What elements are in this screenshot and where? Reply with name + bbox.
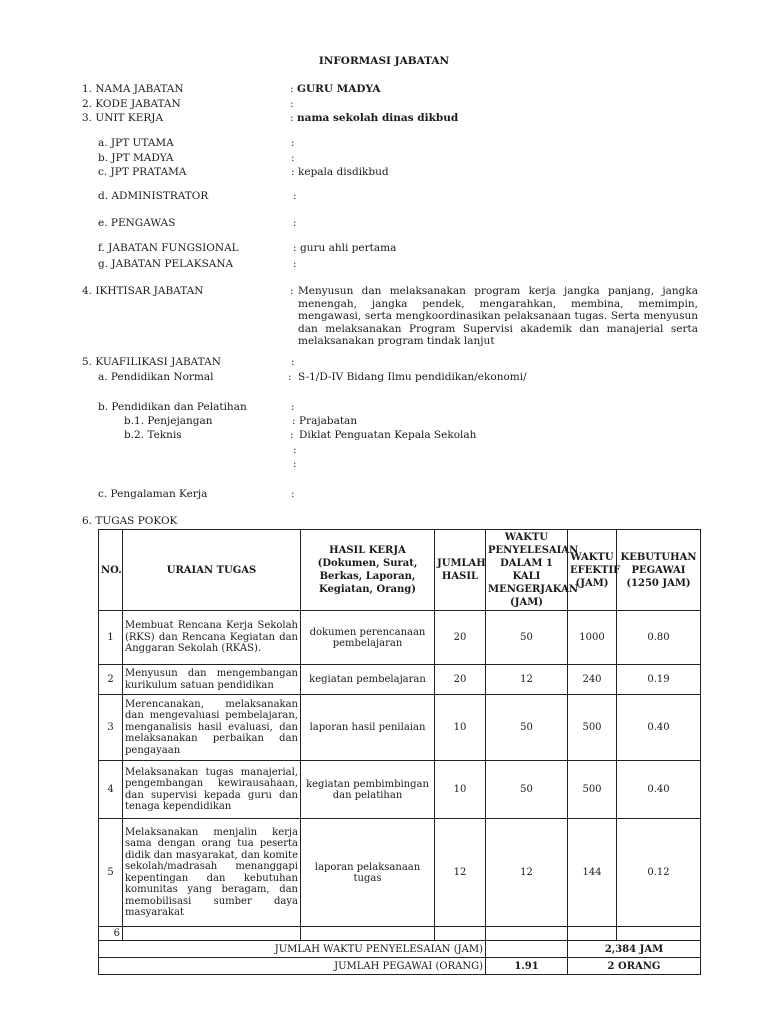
row-jumlah: [435, 927, 486, 941]
total-waktu-empty: [486, 941, 568, 958]
row-waktu: 12: [486, 665, 568, 695]
row-no: 4: [99, 761, 123, 819]
row-efektif: 240: [568, 665, 617, 695]
kualifikasi-label: 5. KUAFILIKASI JABATAN: [82, 356, 221, 368]
row-jumlah: 20: [435, 665, 486, 695]
total-waktu-value: 2,384 JAM: [568, 941, 701, 958]
pengalaman-label: c. Pengalaman Kerja: [98, 488, 208, 500]
row-hasil: laporan hasil penilaian: [301, 695, 435, 761]
row-no: 1: [99, 611, 123, 665]
tugas-table: [98, 529, 701, 975]
ikhtisar-text: Menyusun dan melaksanakan program kerja jangka panjang, jangka menengah, jangka pendek, mengarahkan, membina, memimpin, mengawasi, serta mengkoordinasikan pelaksanaan tugas. Serta menyusun dan melaksanakan Program Supervisi akademik dan manajerial serta melaksanakan program tindak lanjut: [298, 285, 698, 347]
teknis-colon-extra: :: [293, 458, 297, 470]
pendidikan-normal-label: a. Pendidikan Normal: [98, 371, 214, 383]
table-row: [99, 819, 701, 927]
row-hasil: laporan pelaksanaan tugas: [301, 819, 435, 927]
unit-colon: :: [293, 217, 297, 229]
header-no: NO.: [99, 530, 123, 611]
field-label: 1. NAMA JABATAN: [82, 83, 184, 95]
table-row: [99, 611, 701, 665]
penjejangan-colon: :: [292, 415, 296, 427]
row-waktu: 12: [486, 819, 568, 927]
row-jumlah: 10: [435, 695, 486, 761]
total-pegawai-label: JUMLAH PEGAWAI (ORANG): [99, 958, 486, 975]
penjejangan-value: Prajabatan: [299, 415, 358, 427]
field-colon: :: [290, 83, 294, 95]
header-waktu-penyelesaian: WAKTU PENYELESAIAN DALAM 1 KALI MENGERJAKAN (JAM): [486, 530, 568, 611]
penjejangan-label: b.1. Penjejangan: [124, 415, 213, 427]
page-title: INFORMASI JABATAN: [318, 55, 450, 67]
total-waktu-label: JUMLAH WAKTU PENYELESAIAN (JAM): [99, 941, 486, 958]
row-efektif: 144: [568, 819, 617, 927]
row-kebutuhan: 0.12: [617, 819, 701, 927]
table-row: [99, 665, 701, 695]
tugas-label: 6. TUGAS POKOK: [82, 515, 178, 527]
pendidikan-normal-value: S-1/D-IV Bidang Ilmu pendidikan/ekonomi/: [298, 371, 527, 383]
row-uraian: [123, 927, 301, 941]
row-kebutuhan: 0.80: [617, 611, 701, 665]
unit-label: g. JABATAN PELAKSANA: [98, 258, 234, 270]
unit-label: b. JPT MADYA: [98, 152, 174, 164]
teknis-label: b.2. Teknis: [124, 429, 182, 441]
table-header-row: [99, 530, 701, 611]
table-row: [99, 695, 701, 761]
pelatihan-label: b. Pendidikan dan Pelatihan: [98, 401, 247, 413]
ikhtisar-colon: :: [290, 285, 294, 297]
field-value: GURU MADYA: [297, 83, 381, 95]
unit-colon: :: [291, 166, 295, 178]
unit-colon: :: [293, 190, 297, 202]
table-row: [99, 927, 701, 941]
row-uraian: Melaksanakan menjalin kerja sama dengan orang tua peserta didik dan masyarakat, dan komite sekolah/madrasah menanggapi kepentingan dan kebutuhan komunitas yang beragam, dan memobilisasi sumber daya masyarakat: [123, 819, 301, 927]
header-jumlah: JUMLAH HASIL: [435, 530, 486, 611]
unit-label: a. JPT UTAMA: [98, 137, 174, 149]
row-no: 3: [99, 695, 123, 761]
header-hasil: HASIL KERJA (Dokumen, Surat, Berkas, Laporan, Kegiatan, Orang): [301, 530, 435, 611]
row-efektif: 1000: [568, 611, 617, 665]
row-jumlah: 10: [435, 761, 486, 819]
unit-label: e. PENGAWAS: [98, 217, 176, 229]
row-waktu: 50: [486, 611, 568, 665]
header-kebutuhan: KEBUTUHAN PEGAWAI (1250 JAM): [617, 530, 701, 611]
unit-value: guru ahli pertama: [300, 242, 397, 254]
row-waktu: [486, 927, 568, 941]
total-waktu-row: [99, 941, 701, 958]
row-uraian: Menyusun dan mengembangan kurikulum satuan pendidikan: [123, 665, 301, 695]
total-pegawai-value: 1.91: [486, 958, 568, 975]
row-efektif: [568, 927, 617, 941]
row-jumlah: 12: [435, 819, 486, 927]
teknis-colon-extra: :: [293, 444, 297, 456]
field-colon: :: [290, 98, 294, 110]
row-efektif: 500: [568, 761, 617, 819]
row-hasil: [301, 927, 435, 941]
row-jumlah: 20: [435, 611, 486, 665]
total-pegawai-orang: 2 ORANG: [568, 958, 701, 975]
teknis-value: Diklat Penguatan Kepala Sekolah: [299, 429, 477, 441]
row-kebutuhan: 0.40: [617, 761, 701, 819]
row-no: 5: [99, 819, 123, 927]
row-uraian: Melaksanakan tugas manajerial, pengembangan kewirausahaan, dan supervisi kepada guru dan tenaga kependidikan: [123, 761, 301, 819]
unit-label: c. JPT PRATAMA: [98, 166, 187, 178]
unit-label: d. ADMINISTRATOR: [98, 190, 209, 202]
field-label: 2. KODE JABATAN: [82, 98, 181, 110]
unit-colon: :: [291, 152, 295, 164]
row-no: 6: [99, 927, 123, 941]
row-waktu: 50: [486, 761, 568, 819]
row-efektif: 500: [568, 695, 617, 761]
row-no: 2: [99, 665, 123, 695]
pelatihan-colon: :: [291, 401, 295, 413]
unit-value: kepala disdikbud: [298, 166, 389, 178]
total-pegawai-row: [99, 958, 701, 975]
field-value: nama sekolah dinas dikbud: [297, 112, 459, 124]
row-uraian: Merencanakan, melaksanakan dan mengevaluasi pembelajaran, menganalisis hasil evaluasi, dan melaksanakan perbaikan dan pengayaan: [123, 695, 301, 761]
header-waktu-efektif: WAKTU EFEKTIF (JAM): [568, 530, 617, 611]
pengalaman-colon: :: [291, 488, 295, 500]
teknis-colon: :: [290, 429, 294, 441]
field-colon: :: [290, 112, 294, 124]
row-kebutuhan: 0.40: [617, 695, 701, 761]
row-uraian: Membuat Rencana Kerja Sekolah (RKS) dan Rencana Kegiatan dan Anggaran Sekolah (RKAS).: [123, 611, 301, 665]
header-uraian: URAIAN TUGAS: [123, 530, 301, 611]
field-label: 3. UNIT KERJA: [82, 112, 164, 124]
kualifikasi-colon: :: [291, 356, 295, 368]
row-hasil: kegiatan pembimbingan dan pelatihan: [301, 761, 435, 819]
row-kebutuhan: [617, 927, 701, 941]
pendidikan-normal-colon: :: [288, 371, 292, 383]
row-hasil: kegiatan pembelajaran: [301, 665, 435, 695]
row-waktu: 50: [486, 695, 568, 761]
row-hasil: dokumen perencanaan pembelajaran: [301, 611, 435, 665]
ikhtisar-label: 4. IKHTISAR JABATAN: [82, 285, 204, 297]
row-kebutuhan: 0.19: [617, 665, 701, 695]
unit-label: f. JABATAN FUNGSIONAL: [98, 242, 239, 254]
table-row: [99, 761, 701, 819]
unit-colon: :: [293, 258, 297, 270]
unit-colon: :: [293, 242, 297, 254]
unit-colon: :: [291, 137, 295, 149]
